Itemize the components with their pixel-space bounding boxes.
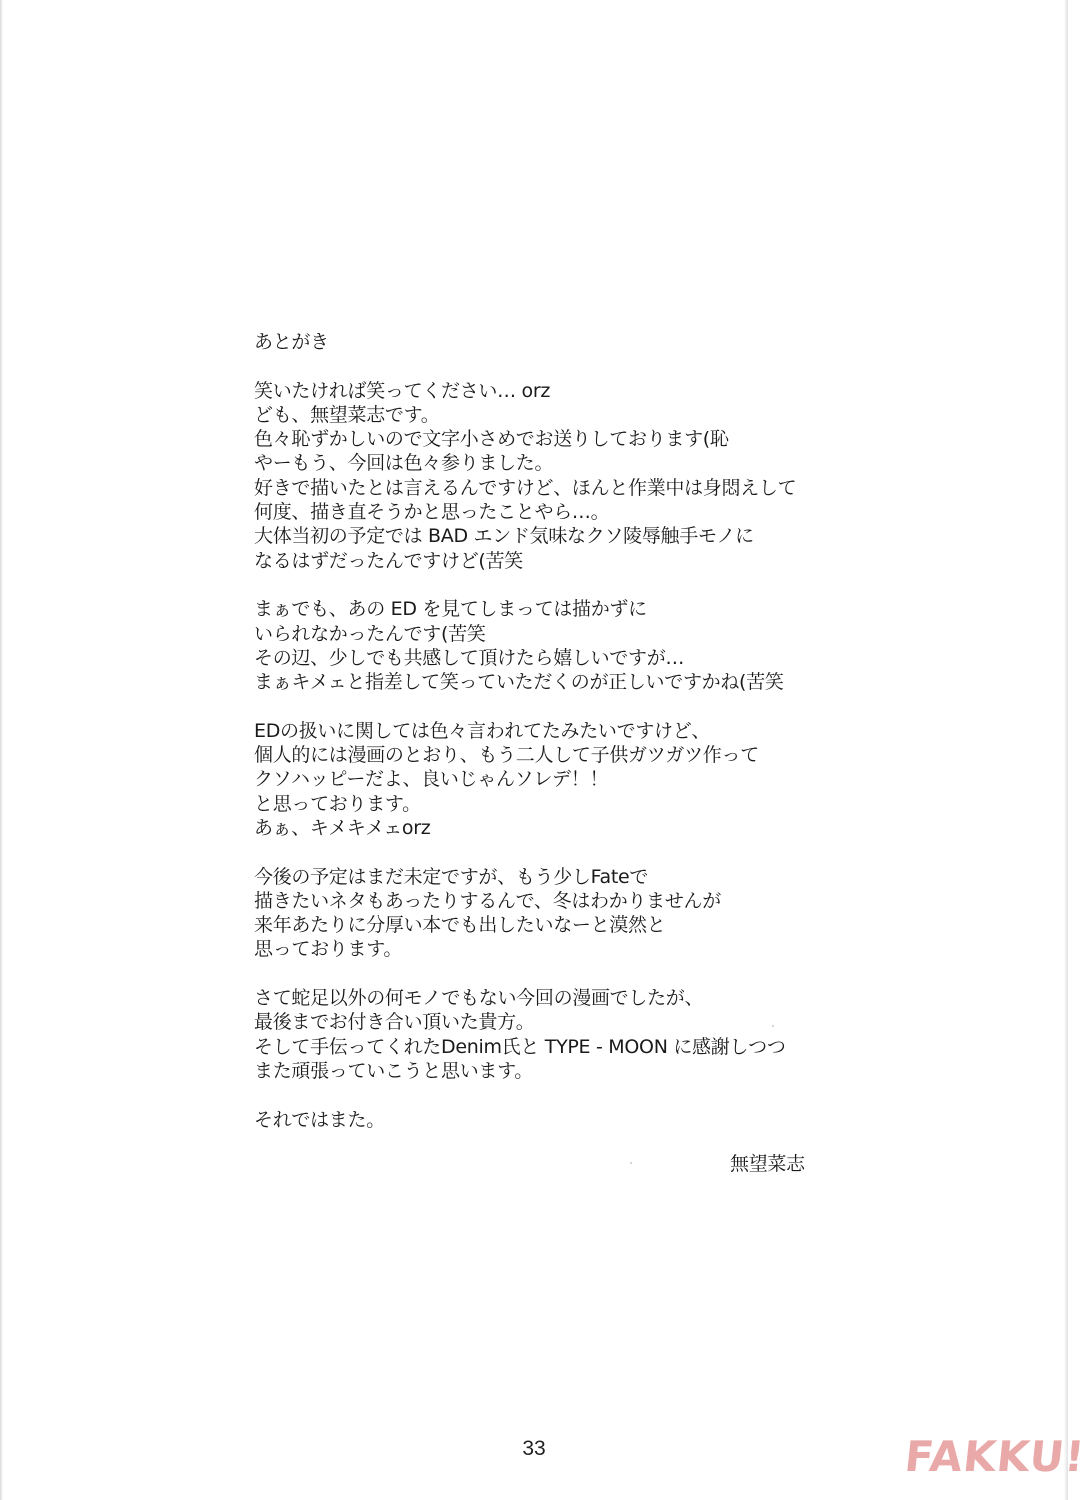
text-line: いられなかったんです(苦笑 <box>254 622 486 645</box>
text-line: そして手伝ってくれたDenim氏と TYPE - MOON に感謝しつつ <box>254 1035 786 1058</box>
text-line: 個人的には漫画のとおり、もう二人して子供ガツガツ作って <box>254 744 759 767</box>
text-line: 今後の予定はまだ未定ですが、もう少しFateで <box>254 865 649 888</box>
scan-edge-right <box>1064 0 1068 1500</box>
text-line: と思っております。 <box>254 792 421 815</box>
text-line: まぁキメェと指差して笑っていただくのが正しいですかね(苦笑 <box>254 671 784 694</box>
text-line: 描きたいネタもあったりするんで、冬はわかりませんが <box>254 889 721 912</box>
author-signature: 無望菜志 <box>730 1153 805 1175</box>
text-line: クソハッピーだよ、良いじゃんソレデ！！ <box>254 768 609 791</box>
text-line: まぁでも、あの ED を見てしまっては描かずに <box>254 598 647 621</box>
text-line: 何度、描き直そうかと思ったことやら…。 <box>254 501 610 524</box>
text-line: 大体当初の予定では BAD エンド気味なクソ陵辱触手モノに <box>254 525 754 548</box>
text-line: さて蛇足以外の何モノでもない今回の漫画でしたが、 <box>254 987 704 1010</box>
text-line: また頑張っていこうと思います。 <box>254 1059 533 1082</box>
text-line: それではまた。 <box>254 1108 385 1131</box>
paragraph-5 <box>254 986 854 1083</box>
text-line: あぁ、キメキメェorz <box>254 816 431 839</box>
text-line: 来年あたりに分厚い本でも出したいなーと漠然と <box>254 914 666 937</box>
afterword-heading: あとがき <box>254 331 329 353</box>
scan-speck <box>630 1162 632 1164</box>
text-line: ども、無望菜志です。 <box>254 403 440 426</box>
text-line: 好きで描いたとは言えるんですけど、ほんと作業中は身悶えして <box>254 476 797 499</box>
watermark-logo: FAKKU! <box>902 1432 1088 1481</box>
paragraph-3 <box>254 719 854 840</box>
paragraph-2 <box>254 597 854 694</box>
text-line: 笑いたければ笑ってください… orz <box>254 379 551 402</box>
paragraph-4 <box>254 865 854 962</box>
scan-edge-left <box>0 0 3 1500</box>
text-line: その辺、少しでも共感して頂けたら嬉しいですが… <box>254 646 685 669</box>
text-line: 最後までお付き合い頂いた貴方。 <box>254 1011 535 1034</box>
text-line: 色々恥ずかしいので文字小さめでお送りしております(恥 <box>254 428 729 451</box>
text-line: やーもう、今回は色々参りました。 <box>254 452 554 475</box>
text-line: EDの扱いに関しては色々言われてたみたいですけど、 <box>254 719 711 742</box>
paragraph-1 <box>254 379 854 573</box>
text-line: 思っております。 <box>254 938 403 961</box>
page-number: 33 <box>522 1437 546 1460</box>
paragraph-6 <box>254 1108 854 1132</box>
text-line: なるはずだったんですけど(苦笑 <box>254 549 523 572</box>
afterword-text <box>254 330 854 1156</box>
